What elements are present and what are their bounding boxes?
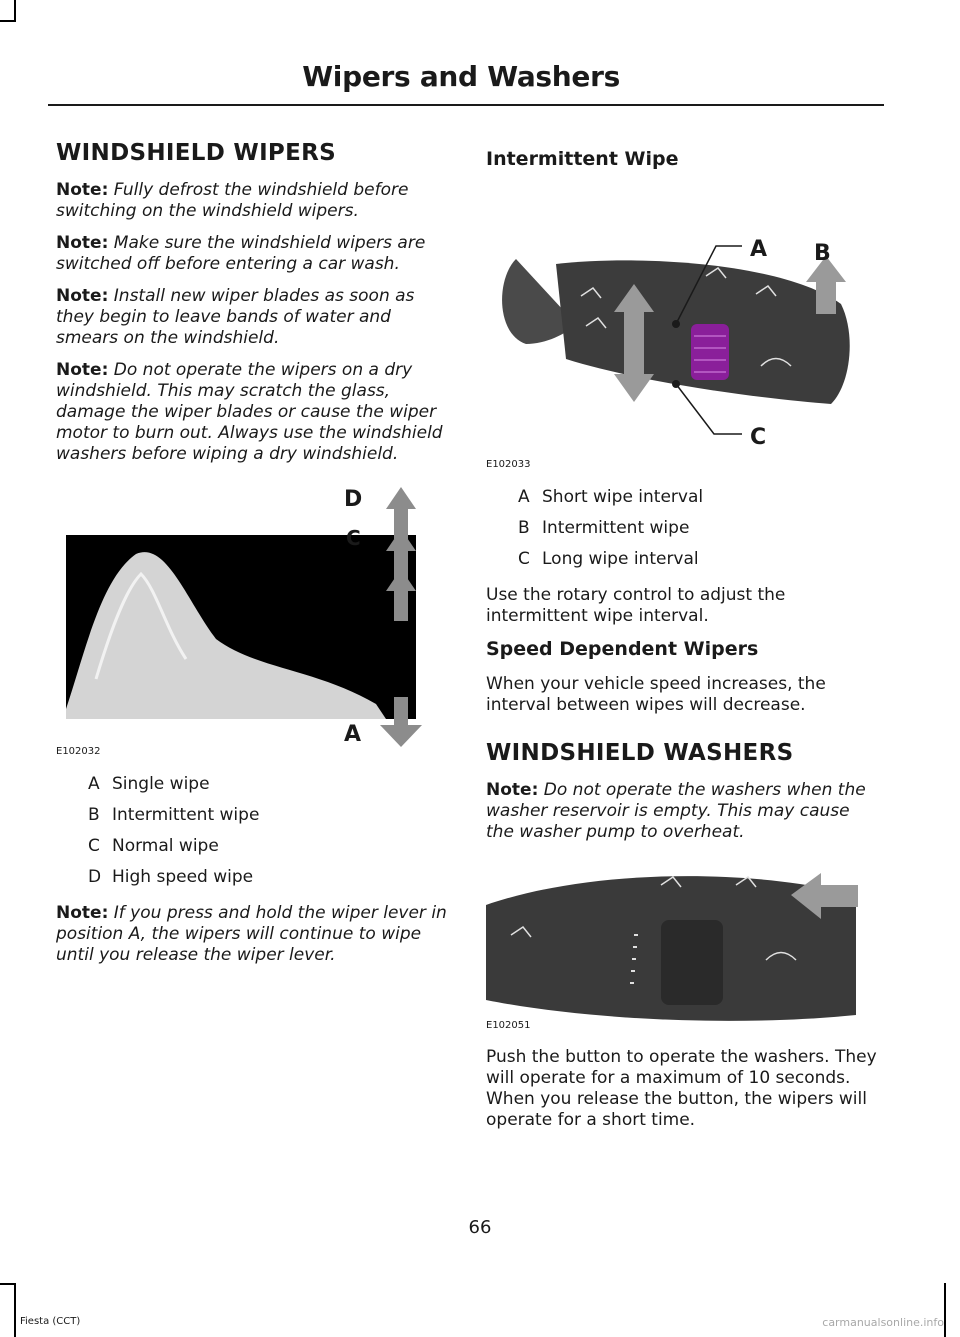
note-text: Do not operate the wipers on a dry windshield. This may scratch the glass, damage the wiper blades or cause the wiper motor to burn out. Always use the windshield washers before wiping a dry windshield. xyxy=(56,360,443,464)
crop-mark xyxy=(0,1283,16,1285)
left-column xyxy=(56,140,448,977)
legend-key: C xyxy=(88,836,100,856)
note-text: Make sure the windshield wipers are switched off before entering a car wash. xyxy=(56,233,426,274)
wiper-lever-illustration xyxy=(56,479,448,759)
figure-label-c: C xyxy=(346,526,361,550)
legend-row xyxy=(486,513,878,544)
legend-key: A xyxy=(518,487,530,507)
legend-key: C xyxy=(518,549,530,569)
legend-value: Short wipe interval xyxy=(542,487,704,507)
note-label: Note: xyxy=(56,286,109,306)
figure-code: E102033 xyxy=(486,459,531,470)
legend-key: B xyxy=(518,518,530,538)
crop-mark xyxy=(14,0,16,22)
paragraph: Use the rotary control to adjust the intermittent wipe interval. xyxy=(486,585,786,626)
model-label: Fiesta (CCT) xyxy=(20,1316,81,1327)
note-label: Note: xyxy=(56,903,109,923)
section-heading-speed-dependent: Speed Dependent Wipers xyxy=(486,638,759,660)
crop-mark xyxy=(944,1283,946,1337)
legend-row xyxy=(56,862,448,893)
note-label: Note: xyxy=(486,780,539,800)
note xyxy=(56,903,448,966)
note-text: Do not operate the washers when the washer reservoir is empty. This may cause the washer pump to overheat. xyxy=(486,780,866,842)
right-column xyxy=(486,148,878,1142)
wiper-stalk-rotary-illustration xyxy=(486,184,878,472)
legend-row xyxy=(56,800,448,831)
figure-label-c: C xyxy=(750,425,767,450)
intermittent-wipe-figure xyxy=(486,184,878,472)
legend-value: Intermittent wipe xyxy=(542,518,690,538)
note xyxy=(56,286,448,349)
legend-value: Intermittent wipe xyxy=(112,805,260,825)
page-number: 66 xyxy=(468,1217,492,1238)
washer-button-figure xyxy=(486,855,878,1033)
legend-row xyxy=(56,769,448,800)
legend-value: Normal wipe xyxy=(112,836,219,856)
legend-key: A xyxy=(88,774,100,794)
paragraph: When your vehicle speed increases, the interval between wipes will decrease. xyxy=(486,674,826,715)
section-heading-windshield-washers: WINDSHIELD WASHERS xyxy=(486,740,794,766)
legend-value: Long wipe interval xyxy=(542,549,699,569)
figure-code: E102051 xyxy=(486,1020,531,1031)
header-rule xyxy=(48,104,884,106)
intermittent-legend xyxy=(486,482,878,575)
wiper-position-legend xyxy=(56,769,448,893)
note xyxy=(486,780,878,843)
figure-label-d: D xyxy=(344,487,363,512)
figure-label-a: A xyxy=(750,237,768,262)
legend-value: High speed wipe xyxy=(112,867,254,887)
note xyxy=(56,233,448,275)
note-text: Fully defrost the windshield before switching on the windshield wipers. xyxy=(56,180,409,221)
legend-key: B xyxy=(88,805,100,825)
watermark: carmanualsonline.info xyxy=(822,1316,944,1329)
legend-row xyxy=(486,482,878,513)
legend-row xyxy=(56,831,448,862)
crop-mark xyxy=(0,20,16,22)
figure-label-a: A xyxy=(344,722,362,747)
washer-stalk-illustration xyxy=(486,855,878,1033)
note-label: Note: xyxy=(56,233,109,253)
note-label: Note: xyxy=(56,180,109,200)
legend-value: Single wipe xyxy=(112,774,210,794)
note xyxy=(56,180,448,222)
figure-code: E102032 xyxy=(56,746,101,757)
note-text: Install new wiper blades as soon as they begin to leave bands of water and smears on the windshield. xyxy=(56,286,415,348)
figure-label-b: B xyxy=(814,241,831,266)
wiper-lever-positions-figure xyxy=(56,479,448,759)
legend-key: D xyxy=(88,867,102,887)
section-heading-windshield-wipers: WINDSHIELD WIPERS xyxy=(56,140,336,166)
rotary-control xyxy=(661,920,723,1005)
crop-mark xyxy=(14,1283,16,1337)
note xyxy=(56,360,448,465)
paragraph: Push the button to operate the washers. They will operate for a maximum of 10 seconds. When you release the button, the wipers will operate for a short time. xyxy=(486,1047,877,1130)
note-label: Note: xyxy=(56,360,109,380)
section-heading-intermittent-wipe: Intermittent Wipe xyxy=(486,148,679,170)
page-header-title: Wipers and Washers xyxy=(302,60,620,93)
legend-row xyxy=(486,544,878,575)
note-text: If you press and hold the wiper lever in position A, the wipers will continue to wipe until you release the wiper lever. xyxy=(56,903,447,965)
